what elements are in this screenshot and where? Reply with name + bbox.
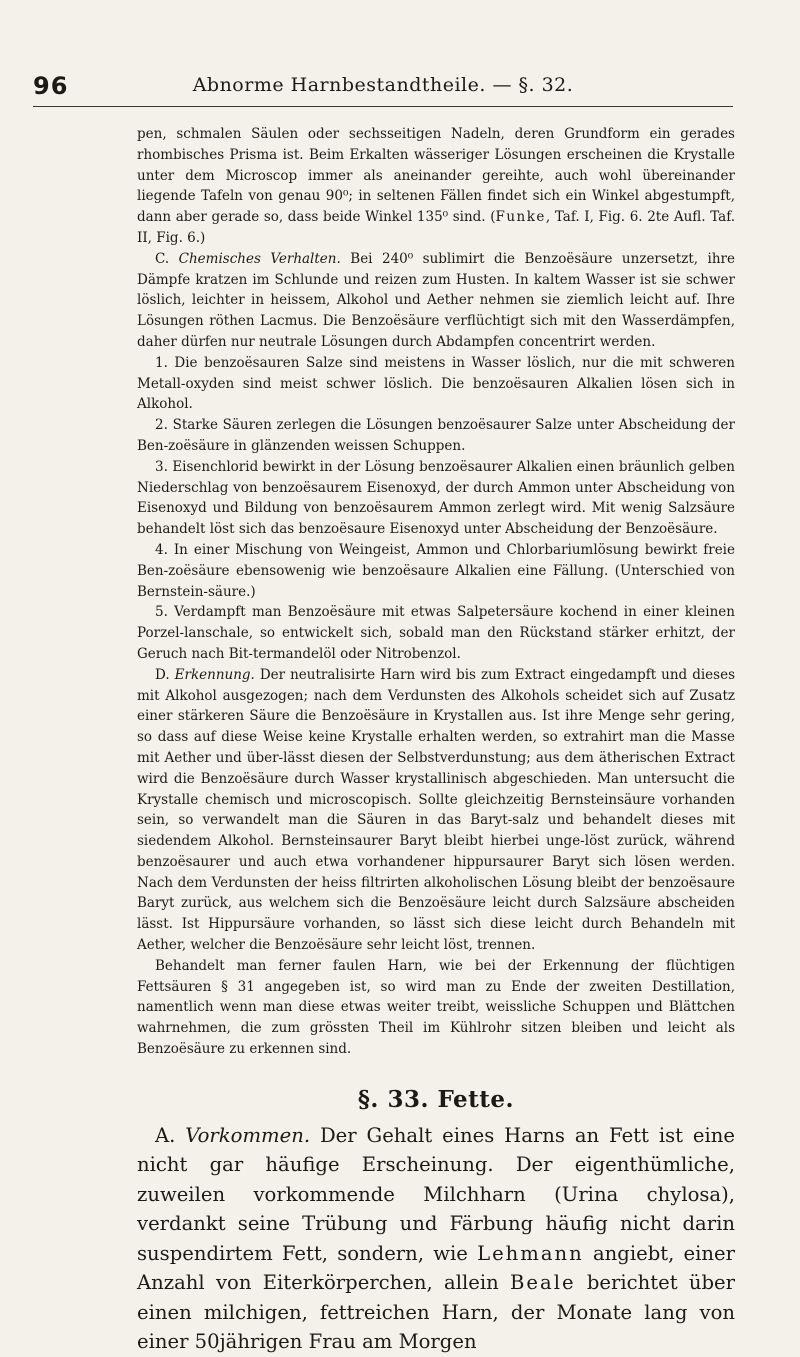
heading-erkennung: Erkennung. — [174, 666, 255, 683]
section-title: §. 33. Fette. — [357, 1085, 515, 1113]
paragraph-faulen-harn: Behandelt man ferner faulen Harn, wie bei der Erkennung der flüchtigen Fettsäuren § 31 angegeben ist, so wird man zu Ende der zweiten Destillation, namentlich wenn man diese etwas weiter treibt, weissliche Schuppen und Blättchen wahrnehmen, die zum grössten Theil im Kühlrohr sitzen bleiben und leicht als Benzoësäure zu erkennen sind. — [137, 957, 735, 1058]
list-item-3: 3. Eisenchlorid bewirkt in der Lösung benzoësaurer Alkalien einen bräunlich gelben Niederschlag von benzoësaurem Eisenoxyd, der durch Ammon unter Abscheidung von Eisenoxyd und Bildung von benzoësaurem Ammon zerlegt wird. Mit wenig Salzsäure behandelt löst sich das benzoësaure Eisenoxyd unter Abscheidung der Benzoësäure. — [137, 458, 735, 538]
list-item-4: 4. In einer Mischung von Weingeist, Ammon und Chlorbariumlösung bewirkt freie Ben-zoësäure ebensowenig wie benzoësaure Alkalien eine Fällung. (Unterschied von Bernstein-säure.) — [137, 541, 735, 600]
author-funke: Funke — [495, 209, 546, 226]
running-head: Abnorme Harnbestandtheile. — §. 32. — [192, 74, 574, 96]
page-header — [33, 72, 733, 107]
list-item-2: 2. Starke Säuren zerlegen die Lösungen benzoësaurer Salze unter Abscheidung der Ben-zoësäure in glänzenden weissen Schuppen. — [137, 417, 735, 454]
paragraph-chemisches-verhalten: C. Chemisches Verhalten. Bei 240⁰ sublimirt die Benzoësäure unzersetzt, ihre Dämpfe kratzen im Schlunde und reizen zum Husten. In kaltem Wasser ist sie schwer löslich, leichter in heissem, Alkohol und Aether nehmen sie ziemlich leicht auf. Ihre Lösungen röthen Lacmus. Die Benzoësäure verflüchtigt sich mit den Wasserdämpfen, daher dürfen nur neutrale Lösungen durch Abdampfen concentrirt werden. — [137, 250, 736, 350]
heading-vorkommen: Vorkommen. — [185, 1123, 311, 1147]
author-beale: Beale — [510, 1271, 576, 1295]
author-lehmann: Lehmann — [477, 1241, 584, 1265]
heading-chemisches-verhalten: Chemisches Verhalten. — [178, 250, 341, 267]
paragraph-erkennung: D. Erkennung. Der neutralisirte Harn wird bis zum Extract eingedampft und dieses mit Alkohol ausgezogen; nach dem Verdunsten des Alkohols scheidet sich auf Zusatz einer stärkeren Säure die Benzoësäure in Krystallen aus. Ist ihre Menge sehr gering, so dass auf diese Weise keine Krystalle erhalten werden, so extrahirt man die Masse mit Aether und über-lässt diesen der Selbstverdunstung; aus dem ätherischen Extract wird die Benzoësäure durch Wasser krystallinisch abgeschieden. Man untersucht die Krystalle chemisch und microscopisch. Sollte gleichzeitig Bernsteinsäure vorhanden sein, so verwandelt man die Säuren in das Baryt-salz und behandelt dieses mit siedendem Alkohol. Bernsteinsaurer Baryt bleibt hierbei unge-löst zurück, während benzoësaurer und auch etwa vorhandener hippursaurer Baryt sich lösen werden. Nach dem Verdunsten der heiss filtrirten alkoholischen Lösung bleibt der benzoësaure Baryt zurück, aus welchem sich die Benzoësäure leicht durch Salzsäure abscheiden lässt. Ist Hippursäure vorhanden, so lässt sich diese leicht durch Behandeln mit Aether, welcher die Benzoësäure sehr leicht löst, trennen. — [137, 666, 735, 954]
paragraph-crystals: pen, schmalen Säulen oder sechsseitigen Nadeln, deren Grundform ein gerades rhombisches Prisma ist. Beim Erkalten wässeriger Lösungen erscheinen die Krystalle unter dem Microscop immer als aneinander gereihte, auch wohl übereinander liegende Tafeln von genau 90⁰; in seltenen Fällen findet sich ein Winkel abgestumpft, dann aber gerade so, dass beide Winkel 135⁰ sind. (Funke, Taf. I, Fig. 6. 2te Aufl. Taf. II, Fig. 6.) — [137, 126, 736, 246]
list-item-5: 5. Verdampft man Benzoësäure mit etwas Salpetersäure kochend in einer kleinen Porzel-lanschale, so entwickelt sich, sobald man den Rückstand stärker erhitzt, der Geruch nach Bit-termandelöl oder Nitrobenzol. — [137, 604, 735, 662]
paragraph-vorkommen: A. Vorkommen. Der Gehalt eines Harns an Fett ist eine nicht gar häufige Erscheinung. Der eigenthümliche, zuweilen vorkommende Milchharn (Urina chylosa), verdankt seine Trübung und Färbung häufig nicht darin suspendirtem Fett, sondern, wie Lehmann angiebt, einer Anzahl von Eiterkörperchen, allein Beale berichtet über einen milchigen, fettreichen Harn, der Monate lang von einer 50jährigen Frau am Morgen — [137, 1123, 735, 1354]
page-body — [137, 124, 735, 1357]
page-number: 96 — [33, 72, 69, 100]
list-item-1: 1. Die benzoësauren Salze sind meistens in Wasser löslich, nur die mit schweren Metall-oxyden sind meist schwer löslich. Die benzoësauren Alkalien lösen sich in Alkohol. — [137, 354, 735, 413]
section-fette — [137, 1121, 735, 1357]
